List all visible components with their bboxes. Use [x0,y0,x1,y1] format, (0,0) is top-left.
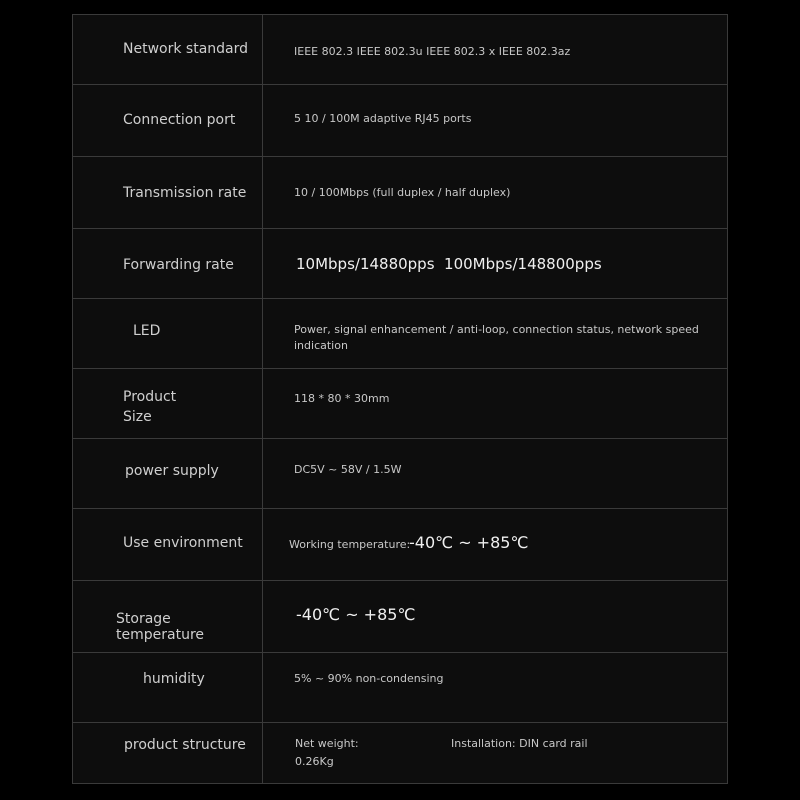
spec-label-cell [73,509,263,580]
spec-value-cell [263,653,727,722]
network-standard-value: IEEE 802.3 IEEE 802.3u IEEE 802.3 x IEEE 802.3az [294,45,571,58]
network-standard-label: Network standard [123,41,249,57]
spec-value-cell [263,299,727,368]
product-size-label-line1: Product [123,389,177,405]
spec-row-network-standard [73,15,727,85]
connection-port-label: Connection port [123,112,236,128]
power-supply-label: power supply [125,463,219,479]
spec-value-cell [263,439,727,508]
installation-value: Installation: DIN card rail [451,737,588,750]
spec-value-cell [263,723,727,783]
use-environment-prefix: Working temperature: [289,538,411,551]
led-value-line1: Power, signal enhancement / anti-loop, connection status, network speed [294,323,699,336]
spec-row-transmission-rate [73,157,727,229]
product-size-value: 118 * 80 * 30mm [294,392,390,405]
use-environment-range: -40℃ ~ +85℃ [409,533,529,552]
spec-label-cell [73,581,263,652]
power-supply-value: DC5V ~ 58V / 1.5W [294,463,402,476]
spec-value-cell [263,229,727,298]
spec-row-led [73,299,727,369]
spec-row-humidity [73,653,727,723]
net-weight-value: 0.26Kg [295,755,334,768]
transmission-rate-label: Transmission rate [123,185,247,201]
product-size-label-line2: Size [123,409,152,425]
humidity-label: humidity [143,671,205,687]
product-structure-label: product structure [124,737,246,753]
transmission-rate-value: 10 / 100Mbps (full duplex / half duplex) [294,186,511,199]
use-environment-label: Use environment [123,535,243,551]
spec-value-cell [263,85,727,156]
spec-label-cell [73,723,263,783]
spec-value-cell [263,509,727,580]
spec-row-use-environment [73,509,727,581]
spec-value-cell [263,369,727,438]
spec-label-cell [73,229,263,298]
led-label: LED [133,323,161,339]
spec-row-power-supply [73,439,727,509]
spec-row-product-size [73,369,727,439]
spec-label-cell [73,369,263,438]
storage-temperature-label: Storage temperature [116,611,204,643]
spec-label-cell [73,653,263,722]
spec-label-cell [73,15,263,84]
spec-value-cell [263,15,727,84]
spec-label-cell [73,299,263,368]
spec-value-cell [263,157,727,228]
spec-table [72,14,728,784]
spec-row-storage-temperature [73,581,727,653]
forwarding-rate-label: Forwarding rate [123,257,234,273]
forwarding-rate-value: 10Mbps/14880pps 100Mbps/148800pps [296,255,602,273]
connection-port-value: 5 10 / 100M adaptive RJ45 ports [294,112,472,125]
spec-label-cell [73,85,263,156]
humidity-value: 5% ~ 90% non-condensing [294,672,444,685]
net-weight-label: Net weight: [295,737,359,750]
storage-temperature-value: -40℃ ~ +85℃ [296,605,416,624]
spec-row-product-structure [73,723,727,783]
spec-row-forwarding-rate [73,229,727,299]
spec-label-cell [73,439,263,508]
spec-label-cell [73,157,263,228]
led-value-line2: indication [294,339,348,352]
spec-row-connection-port [73,85,727,157]
spec-value-cell [263,581,727,652]
